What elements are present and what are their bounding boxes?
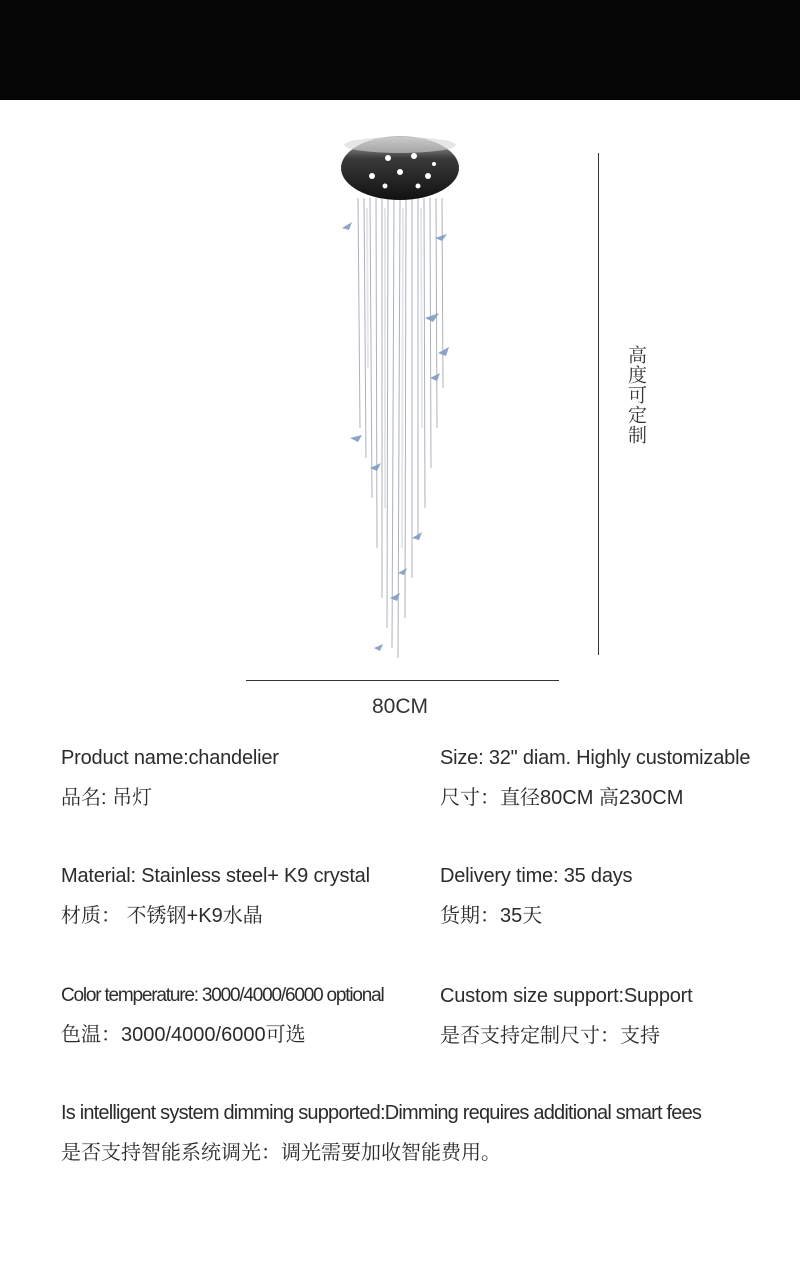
spec-product-name — [61, 747, 279, 810]
spec-en-text: Delivery time: 35 days — [440, 865, 633, 887]
spec-en-text: Custom size support:Support — [440, 985, 693, 1007]
spec-size — [440, 747, 750, 810]
height-dimension-line — [598, 153, 599, 655]
spec-color-temperature — [61, 985, 383, 1047]
spec-cn-text: 是否支持定制尺寸：支持 — [440, 1025, 660, 1047]
width-dimension-line — [246, 680, 559, 681]
spec-delivery-time — [440, 865, 632, 928]
top-black-banner — [0, 0, 800, 100]
spec-en-text: Color temperature: 3000/4000/6000 optional — [61, 985, 384, 1006]
spec-cn-text: 品名: 吊灯 — [61, 787, 153, 809]
spec-cn-text: 是否支持智能系统调光：调光需要加收智能费用。 — [61, 1142, 501, 1164]
spec-en-text: Material: Stainless steel+ K9 crystal — [61, 865, 370, 887]
spec-cn-text: 色温：3000/4000/6000可选 — [61, 1024, 306, 1046]
height-customizable-note: 高度可定制 — [625, 345, 646, 445]
spec-cn-text: 材质： 不锈钢+K9水晶 — [61, 905, 263, 927]
spec-en-text: Is intelligent system dimming supported:Dimming requires additional smart fees — [61, 1102, 702, 1124]
spec-cn-text: 货期：35天 — [440, 905, 543, 927]
spec-cn-text: 尺寸：直径80CM 高230CM — [440, 787, 684, 809]
spec-en-text: Product name:chandelier — [61, 747, 279, 769]
spec-custom-size — [440, 985, 693, 1048]
width-dimension-label: 80CM — [371, 695, 429, 718]
spec-material — [61, 865, 370, 928]
spec-en-text: Size: 32" diam. Highly customizable — [440, 747, 751, 769]
spec-dimming — [61, 1102, 701, 1165]
chandelier-product-image — [330, 128, 470, 668]
